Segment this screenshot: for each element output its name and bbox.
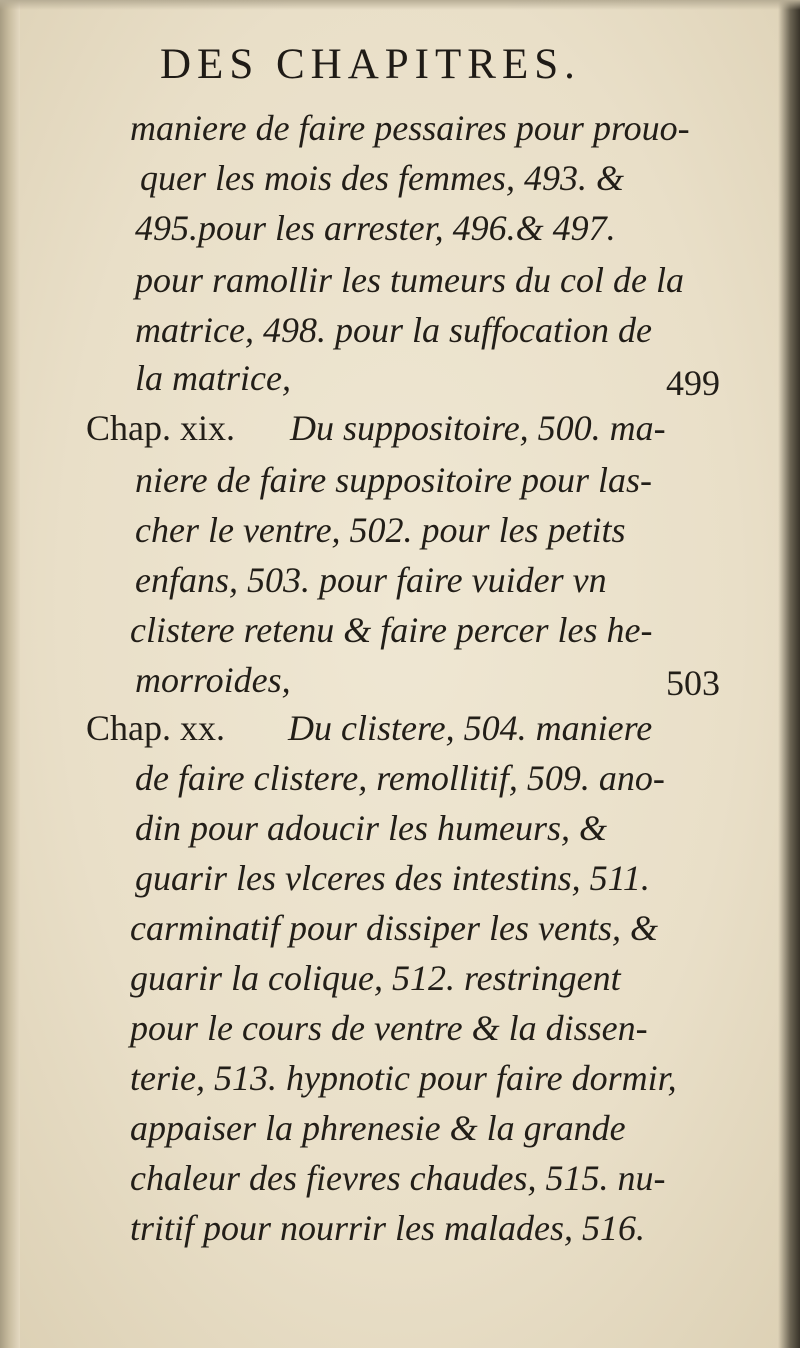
text-line: pour ramollir les tumeurs du col de la	[135, 260, 684, 300]
chapter-label: Chap. xx.	[86, 708, 225, 748]
chapter-title: Du clistere, 504. maniere	[288, 708, 653, 748]
page-top-edge	[0, 0, 800, 10]
page-right-edge	[778, 0, 800, 1348]
text-line: cher le ventre, 502. pour les petits	[135, 510, 626, 550]
text-line: guarir les vlceres des intestins, 511.	[135, 858, 650, 898]
chapter-title: Du suppositoire, 500. ma-	[290, 408, 666, 448]
text-line: quer les mois des femmes, 493. &	[140, 158, 624, 198]
page-number: 503	[666, 663, 720, 703]
text-line: carminatif pour dissiper les vents, &	[130, 908, 658, 948]
text-line: niere de faire suppositoire pour las-	[135, 460, 652, 500]
text-line: pour le cours de ventre & la dissen-	[130, 1008, 648, 1048]
text-line: guarir la colique, 512. restringent	[130, 958, 621, 998]
page-number: 499	[666, 363, 720, 403]
text-line: de faire clistere, remollitif, 509. ano-	[135, 758, 665, 798]
text-line: enfans, 503. pour faire vuider vn	[135, 560, 607, 600]
text-line: chaleur des fievres chaudes, 515. nu-	[130, 1158, 666, 1198]
text-line: morroides,	[135, 660, 291, 700]
page-left-edge	[0, 0, 20, 1348]
text-line: matrice, 498. pour la suffocation de	[135, 310, 652, 350]
text-line: 495.pour les arrester, 496.& 497.	[135, 208, 616, 248]
text-line: din pour adoucir les humeurs, &	[135, 808, 607, 848]
text-line: la matrice,	[135, 358, 291, 398]
text-line: terie, 513. hypnotic pour faire dormir,	[130, 1058, 677, 1098]
running-header: DES CHAPITRES.	[160, 41, 581, 88]
chapter-label: Chap. xix.	[86, 408, 235, 448]
text-line: clistere retenu & faire percer les he-	[130, 610, 653, 650]
text-line: tritif pour nourrir les malades, 516.	[130, 1208, 646, 1248]
text-line: appaiser la phrenesie & la grande	[130, 1108, 626, 1148]
text-line: maniere de faire pessaires pour prouo-	[130, 108, 690, 148]
